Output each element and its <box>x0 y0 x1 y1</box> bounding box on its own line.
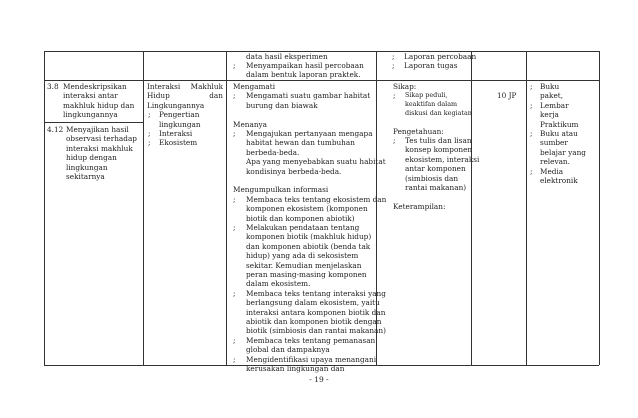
competency-text: Mendeskripsikan <box>63 82 127 91</box>
bullet-mark: ; <box>233 129 236 138</box>
column-line-1 <box>143 51 144 365</box>
activity-line: Membaca teks tentang ekosistem dan <box>246 194 387 204</box>
assessment-line: (simbiosis dan <box>405 173 459 183</box>
activity-heading: Menanya <box>233 119 268 129</box>
page-number: - 19 - <box>309 375 329 384</box>
source-item: Buku <box>540 82 560 91</box>
activity-line: global dan dampaknya <box>246 345 330 355</box>
bullet-mark: ; <box>233 61 236 70</box>
activity-line: dan komponen abiotik (benda tak <box>246 241 371 251</box>
source-item: Lembar <box>540 100 569 110</box>
bullet-mark: ; <box>233 354 236 364</box>
bullet-mark: ; <box>530 100 533 110</box>
activity-line: berbeda-beda. <box>246 147 300 157</box>
competency-text: interaksi antar <box>63 91 118 101</box>
assessment-line: Laporan percobaan <box>404 52 477 61</box>
competency-text: Menyajikan hasil <box>66 125 129 134</box>
competency-text: lingkungannya <box>63 110 118 120</box>
material-item: Interaksi <box>159 129 193 138</box>
activity-line: abiotik dan komponen biotik dengan <box>246 317 382 326</box>
activity-line: Membaca teks tentang interaksi yang <box>246 288 386 298</box>
activity-line: biotik dan komponen abiotik) <box>246 213 355 223</box>
bullet-mark: ; <box>392 52 395 61</box>
competency-text: makhluk hidup dan <box>63 100 135 110</box>
assessment-line: konsep komponen <box>405 145 473 155</box>
bullet-mark: ; <box>530 129 533 138</box>
assessment-line: Laporan tugas <box>404 61 458 71</box>
source-item: elektronik <box>540 176 578 185</box>
activity-line: komponen ekosistem (komponen <box>246 204 368 214</box>
material-item: Ekosistem <box>159 138 198 148</box>
source-item: Buku atau <box>540 129 578 138</box>
activity-line: hidup) yang ada di sekosistem <box>246 251 359 261</box>
material-title: Hidup <box>147 91 170 101</box>
activity-line: kerusakan lingkungan dan <box>246 364 345 373</box>
bullet-mark: ; <box>148 110 151 120</box>
activity-line: dalam ekosistem. <box>246 279 311 289</box>
source-item: Praktikum <box>540 119 579 129</box>
bullet-mark: ; <box>393 91 396 101</box>
assessment-line: Sikap peduli, <box>405 91 448 100</box>
activity-line: kondisinya berbeda-beda. <box>246 166 342 176</box>
source-item: sumber <box>540 138 568 148</box>
bullet-mark: ; <box>148 129 151 138</box>
bullet-mark: ; <box>530 166 533 176</box>
assessment-line: diskusi dan kegiatan <box>405 108 472 117</box>
assessment-line: antar komponen <box>405 164 466 174</box>
assessment-line: keaktifan dalam <box>405 100 458 108</box>
material-title: dan <box>209 91 223 101</box>
source-item: belajar yang <box>540 147 586 157</box>
assessment-heading: Sikap: <box>393 82 417 91</box>
column-line-0 <box>44 51 45 365</box>
bullet-mark: ; <box>530 82 533 91</box>
source-item: Media <box>540 166 564 176</box>
activity-line: komponen biotik (makhluk hidup) <box>246 232 372 242</box>
time-allocation: 10 JP <box>497 91 517 100</box>
assessment-line: rantai makanan) <box>405 183 467 192</box>
material-item: Pengertian <box>159 110 200 120</box>
assessment-heading: Pengetahuan: <box>393 126 444 136</box>
activity-line: berlangsung dalam ekosistem, yaitu <box>246 298 380 308</box>
activity-line: Mengidentifikasi upaya menangani <box>246 354 377 364</box>
material-title: Interaksi <box>147 82 181 91</box>
competency-text: observasi terhadap <box>66 134 137 144</box>
activity-line: sekitar. Kemudian menjelaskan <box>246 260 362 270</box>
bullet-mark: ; <box>233 288 236 298</box>
assessment-line: ekosistem, interaksi <box>405 154 480 164</box>
row-divider <box>44 80 599 81</box>
source-item: kerja <box>540 110 559 120</box>
activity-line: interaksi antara komponen biotik dan <box>246 307 386 317</box>
activity-line: burung dan biawak <box>246 100 318 110</box>
bullet-mark: ; <box>148 138 151 148</box>
competency-number: 3.8 <box>47 82 59 91</box>
activity-line: habitat hewan dan tumbuhan <box>246 138 355 148</box>
source-item: relevan. <box>540 157 570 167</box>
competency-text: sekitarnya <box>66 172 105 181</box>
competency-divider <box>44 122 143 123</box>
material-item: lingkungan <box>159 119 201 129</box>
competency-number: 4.12 <box>47 125 64 134</box>
bullet-mark: ; <box>233 223 236 232</box>
bullet-mark: ; <box>233 194 236 204</box>
column-line-4 <box>471 51 472 365</box>
bullet-mark: ; <box>393 136 396 145</box>
competency-text: lingkungan <box>66 162 108 172</box>
activity-line: Membaca teks tentang pemanasan <box>246 335 376 345</box>
assessment-heading: Keterampilan: <box>393 201 446 211</box>
activity-line: Apa yang menyebabkan suatu habitat <box>246 157 386 167</box>
activity-heading: Mengamati <box>233 82 276 91</box>
activity-heading: Mengumpulkan informasi <box>233 185 329 195</box>
column-line-2 <box>226 51 227 365</box>
bullet-mark: ; <box>233 335 236 345</box>
source-item: paket, <box>540 91 564 101</box>
material-title: Makhluk <box>190 82 223 91</box>
bullet-mark: ; <box>392 61 395 71</box>
activity-line: peran masing-masing komponen <box>246 270 367 279</box>
competency-text: hidup dengan <box>66 153 117 163</box>
activity-line: dalam bentuk laporan praktek. <box>246 70 361 79</box>
column-line-5 <box>526 51 527 365</box>
assessment-line: Tes tulis dan lisan <box>405 136 472 145</box>
activity-line: Mengamati suatu gambar habitat <box>246 91 371 101</box>
column-line-6 <box>599 51 600 365</box>
competency-text: interaksi makhluk <box>66 143 133 153</box>
activity-line: Menyampaikan hasil percobaan <box>246 61 364 70</box>
material-title: Lingkungannya <box>147 100 205 110</box>
activity-line: Mengajukan pertanyaan mengapa <box>246 129 373 138</box>
activity-line: data hasil eksperimen <box>246 52 328 61</box>
bullet-mark: ; <box>233 91 236 101</box>
activity-line: biotik (simbiosis dan rantai makanan) <box>246 326 386 336</box>
activity-line: Melakukan pendataan tentang <box>246 223 360 232</box>
